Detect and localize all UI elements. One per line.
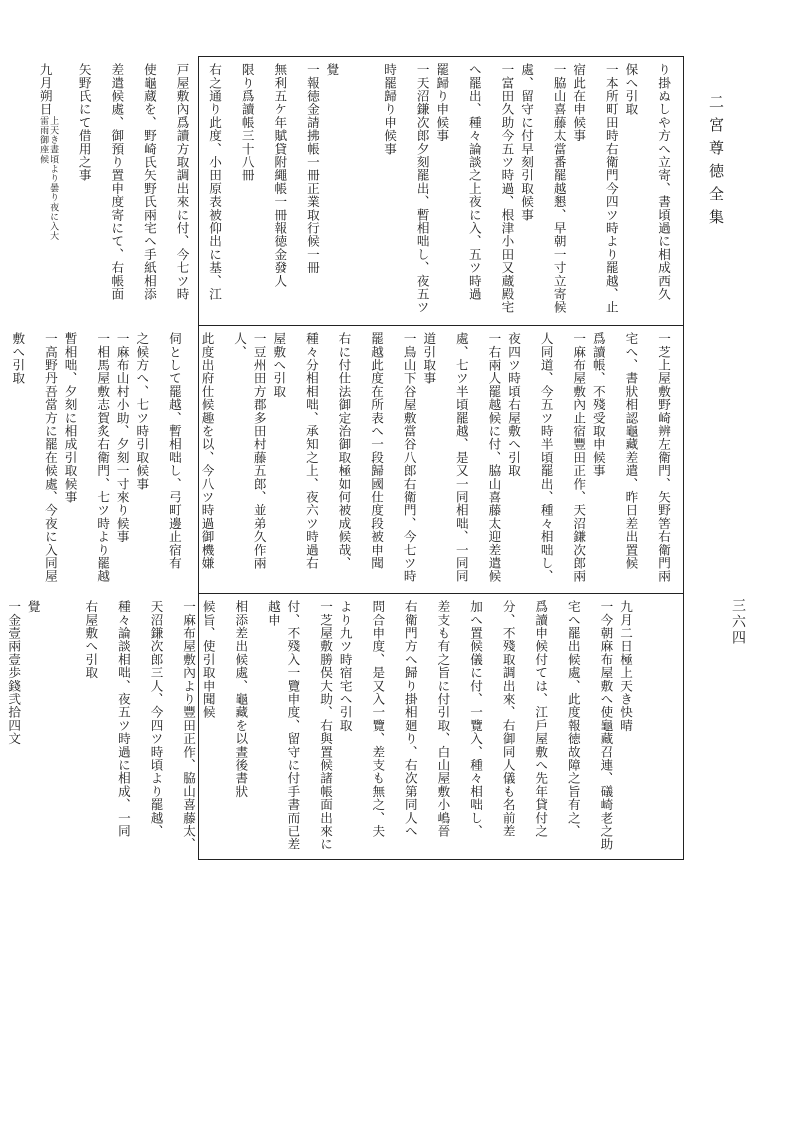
date-line: 九月朔日 <box>37 63 53 116</box>
page-number: 三六四 <box>730 598 746 646</box>
text-line: 人同道、今五ツ時半頃罷出、種々相咄し、 <box>538 332 554 583</box>
text-line: 一相馬屋敷志賀炙右衛門、七ツ時より罷越 <box>95 332 111 583</box>
text-line: 天沼鎌次郎三人、今四ツ時頃より罷越、 <box>148 600 164 838</box>
upper-band-text <box>37 63 673 319</box>
text-line: 屋敷へ引取 <box>271 332 287 398</box>
text-line: 一脇山喜藤太當番罷越懇、早朝一寸立寄候 <box>551 63 567 314</box>
text-line: 處、七ツ半頃罷越、是又一同相咄、一同同 <box>453 332 469 583</box>
text-line: 一金壹兩壹歩錢弐拾四文 <box>6 600 22 746</box>
text-line: り掛ぬしや方へ立寄、書頃過に相成西久 <box>656 63 671 301</box>
text-line: 一麻布屋敷內より豐田正作、脇山喜藤太、 <box>181 600 197 851</box>
text-line: へ罷出、種々論談之上夜に入、五ツ時過 <box>466 63 482 301</box>
text-line: 無利五ケ年賦貸附繩帳一冊報徳金發人 <box>272 63 288 288</box>
text-line: 相添差出候處、龜藏を以晝後書狀 <box>233 600 249 798</box>
text-line: 敷へ引取 <box>10 332 26 385</box>
text-line: 一芝屋敷勝俣大助、右與置候諸帳面出來に <box>318 600 334 851</box>
text-line: 使龜蔵を、野崎氏矢野氏兩宅へ手紙相添 <box>141 63 157 301</box>
weather-note-line-1: 上天き晝頃より曇り夜に入大 <box>48 115 59 241</box>
lower-band <box>6 593 683 859</box>
text-line: 之候方へ、七ツ時引取候事 <box>134 332 150 491</box>
text-line: 宅へ罷出候處、此度報徳故障之旨有之、 <box>565 600 581 838</box>
text-line: 此度出府仕候趣を以、今八ツ時過御機嫌 <box>199 332 215 570</box>
lower-band-text <box>6 600 673 853</box>
text-line: 差遣候處、御預り置申度寄にて、右帳面 <box>109 63 125 301</box>
upper-band <box>37 57 683 325</box>
text-line: 爲讀申候付ては、江戶屋敷へ先年貸付之 <box>533 600 549 838</box>
text-line: 罷歸り申候事 <box>434 63 450 143</box>
text-line: 右屋敷へ引取 <box>83 600 99 680</box>
text-frame <box>6 56 684 860</box>
text-line: 一富田久助今五ツ時過、根津小田又蔵殿宅 <box>499 63 515 314</box>
running-title: 二宮尊徳全集 <box>707 94 725 232</box>
text-line: 種々分相相咄、承知之上、夜六ツ時過右 <box>303 332 319 570</box>
text-line: 處、留守に付早刻引取候事 <box>519 63 535 222</box>
text-line: より九ツ時宿宅へ引取 <box>337 600 353 732</box>
text-line: 差支も有之旨に付引取、白山屋敷小嶋晉 <box>435 600 451 838</box>
section-heading: 覺 <box>25 600 41 614</box>
text-line: 一今朝麻布屋敷へ使龜藏召連、礒崎老之助 <box>598 600 614 851</box>
text-line: 夜四ツ時頃右屋敷へ引取 <box>506 332 522 478</box>
middle-band <box>10 325 683 593</box>
text-line: 戸屋敷內爲讀方取調出來に付、今七ツ時 <box>174 63 190 301</box>
text-line: 付、不殘入一覽申度、留守に付手書而已差越申 <box>265 600 301 851</box>
text-line: 爲讀帳、不殘受取申候事 <box>590 332 606 478</box>
middle-band-text <box>10 332 673 587</box>
text-line: 道引取事 <box>421 332 437 385</box>
weather-note <box>38 116 58 241</box>
text-line: 限り爲讀帳三十八冊 <box>239 63 255 182</box>
text-line: 一鳥山下谷屋敷當谷八郎右衛門、今七ツ時 <box>401 332 417 583</box>
weather-note-line-2: 雷雨御座候 <box>38 115 49 164</box>
text-line: 保へ引取 <box>623 63 639 116</box>
text-line: 右に付仕法御定治御取極如何被成候哉、 <box>336 332 352 570</box>
text-line: 一豆州田方郡多田村藤五郎、並弟久作兩人、 <box>232 332 267 570</box>
text-line: 問合申度、是又入一覽、差支も無之、夫 <box>370 600 386 838</box>
text-line: 宿此在申候事 <box>571 63 587 143</box>
text-line: 宅へ、書狀相認龜藏差遣、昨日差出置候 <box>623 332 639 570</box>
text-line: 伺として罷越、暫相咄し、弓町邊止宿有 <box>166 332 182 570</box>
text-line: 右衛門方へ歸り掛相廻り、右次第同人へ <box>402 600 418 838</box>
text-line: 一右兩人罷越候に付、脇山喜藤太迎差遣候 <box>486 332 502 583</box>
text-line: 一芝上屋敷野崎辨左衛門、矢野筈右衛門兩 <box>656 332 671 583</box>
text-line: 種々論談相咄、夜五ツ時過に相成、一同 <box>115 600 131 838</box>
text-line: 時罷歸り申候事 <box>382 63 398 156</box>
section-heading: 覺 <box>324 63 340 77</box>
text-line: 分、不殘取調出來、右御同人儀も名前差 <box>500 600 516 838</box>
text-line: 矢野氏にて借用之事 <box>76 63 92 182</box>
text-line: 罷越此度在所表へ一段歸國仕度段被申聞 <box>369 332 385 570</box>
text-line: 候旨、使引取申聞候 <box>200 600 216 719</box>
date-entry <box>35 63 74 319</box>
date-line: 九月二日極上天き快晴 <box>618 600 633 732</box>
text-line: 一天沼鎌次郎夕刻罷出、暫相咄し、夜五ツ <box>414 63 430 314</box>
text-line: 加へ置候儀に付、一覽入、種々相咄し、 <box>468 600 484 838</box>
text-line: 一麻布屋敷內止宿豐田正作、天沼鎌次郎兩 <box>571 332 587 583</box>
text-line: 右之通り此度、小田原表被仰出に基、江 <box>207 63 223 301</box>
text-line: 一本所町田時右衛門今四ツ時より罷越、止 <box>603 63 619 314</box>
text-line: 一報徳金請拂帳一冊正業取行候一冊 <box>304 63 320 275</box>
text-line: 一麻布山村小助、夕刻一寸來り候事 <box>114 332 130 544</box>
text-line: 暫相咄、夕刻に相成引取候事 <box>62 332 78 504</box>
text-line: 一高野丹吾當方に罷在候處、今夜に入同屋 <box>42 332 58 583</box>
